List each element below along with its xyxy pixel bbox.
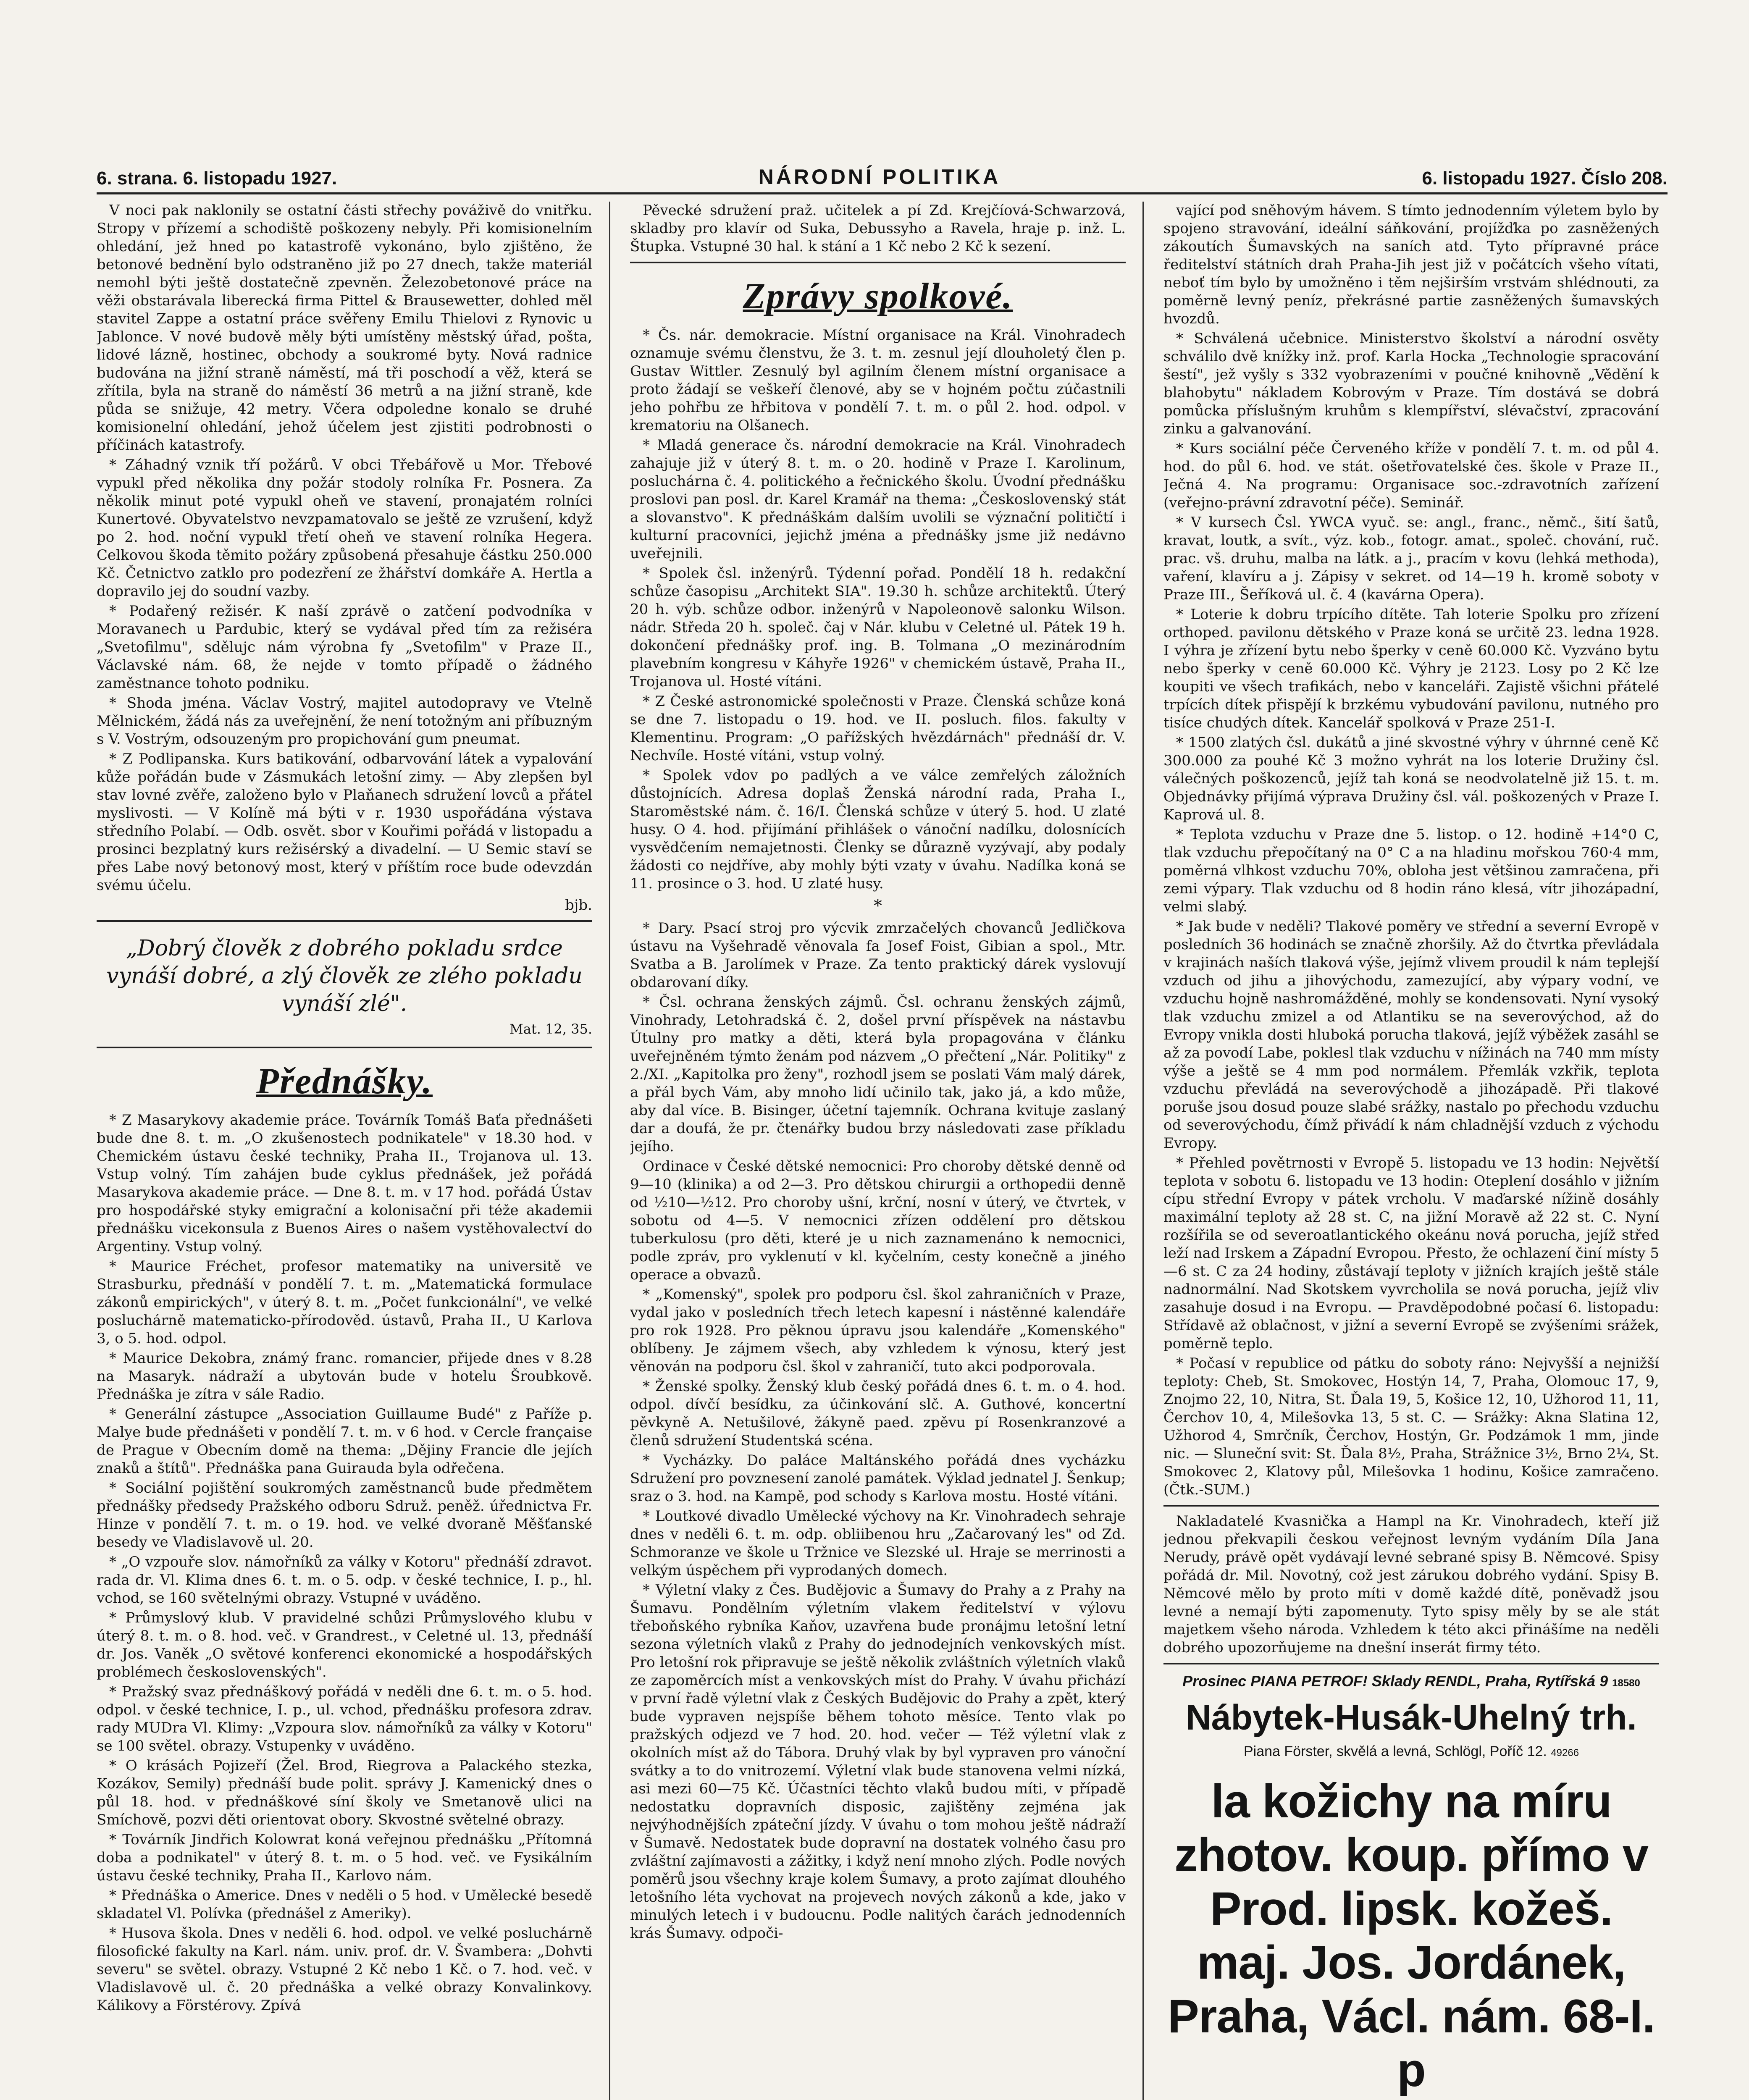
ad-piana-forster <box>1163 1743 1659 1762</box>
lecture-item: * Sociální pojištění soukromých zaměstnanců bude předmětem přednášky předsedy Pražského odboru Sdruž. peněž. úřednictva Fr. Hinze v pondělí 7. t. m. o 19. hod. ve velké dvoraně Měšťanské besedy ve Vladislavově ul. 20. <box>97 1480 592 1551</box>
article-paragraph: * Záhadný vznik tří požárů. V obci Třebářově u Mor. Třebové vypukl před několika dny požár stodoly rolníka Fr. Posnera. Za několik minut poté vypukl oheň ve stavení, pronajatém rolníci Kunertové. Obyvatelstvo nevzpamatovalo se ještě ze vzrušení, když po 2. hod. noční vypukl třetí oheň ve stavení rolníka Hegera. Celkovou škoda těmito požáry způsobená přesahuje částku 250.000 Kč. Četnictvo zatklo pro podezření ze žhářství domkáře A. Hertla a dopravilo jej do soudní vazby. <box>97 457 592 600</box>
article-paragraph: * Shoda jména. Václav Vostrý, majitel autodopravy ve Vtelně Mělnickém, žádá nás za uveřejnění, že není totožným ani příbuzným s V. Vostrým, odsouzeným pro propichování gum pneumat. <box>97 695 592 748</box>
header-left: 6. strana. 6. listopadu 1927. <box>97 168 337 189</box>
weather-item: * Teplota vzduchu v Praze dne 5. listop. o 12. hodině +14°0 C, tlak vzduchu přepočítaný na 0° C a na hladinu mořskou 760·4 mm, poměrná vlhkost vzduchu 70%, obloha jest většinou zamračena, při zemi výpary. Tlak vzduchu od 8 hodin ráno klesá, vítr jihozápadní, velmi slabý. <box>1163 826 1659 915</box>
column-3 <box>1163 202 1659 2100</box>
signature: bjb. <box>565 897 592 914</box>
weather-item: * Počasí v republice od pátku do soboty ráno: Nejvyšší a nejnižší teploty: Cheb, St. Smokovec, Hostýn 14, 7, Praha, Olomouc 17, 9, Znojmo 22, 10, Nitra, St. Ďala 19, 5, Košice 12, 10, Užhorod 11, 11, Čerchov 10, 4, Milešovka 13, 5 st. C. — Srážky: Akna Slatina 12, Užhorod 4, Smrčník, Čerchov, Hostýn, Gr. Podzámok 1 mm, jinde nic. — Sluneční svit: St. Ďala 8½, Praha, Strážnice 3½, Brno 2¼, St. Smokovec 2, Klatovy půl, Milešovka 1 hodinu, Košice zamračeno. (Čtk.-SUM.) <box>1163 1355 1659 1498</box>
section-title-lectures: Přednášky. <box>256 1061 433 1102</box>
lecture-item: * „O vzpouře slov. námořníků za války v Kotoru" přednáší zdravot. rada dr. Vl. Klima dnes 6. t. m. o 5. odp. v české technice, I. p., hl. vchod, se 160 světelnými obrazy. Vstupné v uváděno. <box>97 1554 592 1606</box>
article-paragraph: * Podařený režisér. K naší zprávě o zatčení podvodníka v Moravanech u Pardubic, který se vydával před tím za režiséra „Svetofilmu", sdělujc nám výrobna fy „Svetofilm" v Praze II., Václavské nám. 68, že nejde v tomto případě o žádného zaměstnance tohoto podniku. <box>97 603 592 692</box>
lecture-item: * Husova škola. Dnes v neděli 6. hod. odpol. ve velké posluchárně filosofické fakulty na Karl. nám. univ. prof. dr. V. Švambera: „Dohvti severu" se světel. obrazy. Vstupné 2 Kč nebo 1 Kč. o 7. hod. več. v Vladislavově ul. č. 20 přednáška a velké obrazy Konvalinkovy. Kálikovy a Förstérovy. Zpívá <box>97 1925 592 2014</box>
ad-text: Piana Förster, skvělá a levná, Schlögl, Poříč 12. <box>1243 1743 1547 1759</box>
article-paragraph: V noci pak naklonily se ostatní části střechy pováživě do vnitřku. Stropy v přízemí a schodiště poškozeny nebyly. Při komisionelním ohledání, jež hned po katastrofě vykonáno, bylo zjištěno, že betonové bednění bylo odstraněno již po 27 dnech, takže materiál nemohl býti ještě dostatečně zpevněn. Železobetonové práce na věži obstarávala liberecká firma Pittel & Brausewetter, dohled měl stavitel Zappe a ostatní práce svěřeny Emilu Thielovi z Rynovic u Jablonce. V nové budově měly býti umístěny městský úřad, pošta, lidové lázně, hostinec, obchody a soukromé byty. Nová radnice budována na jižní straně náměstí, má tři poschodí a věž, která se zřítila, byla na straně do náměstí 36 metrů a na jižní straně, kde půda se snižuje, 42 metry. Včera odpoledne konalo se druhé komisionelní ohledání, jehož účelem jest zjistiti podrobnosti o příčinách katastrofy. <box>97 202 592 454</box>
section-star: * <box>874 896 882 916</box>
weather-item: * Jak bude v neděli? Tlakové poměry ve střední a severní Evropě v posledních 36 hodinách se značně zhoršily. Až do čtvrtka převládala v krajinách naších tlaková výše, jejímž vlivem proudil k nám teplejší vzduch od jihu a jihovýchodu, zamezující, aby výpary vodní, ve vzduchu hojně nashromážděné, mohly se kondensovati. Nyní vysoký tlak vzduchu zmizel a od Atlantiku se na severovýchod, až do Evropy vnikla dosti hluboká porucha tlaková, jejíž výběžek zasáhl se až za povodí Labe, poklesl tlak vzduchu v nížinách na 740 mm místy výše a ještě se 4 mm pod normálem. Přemlák vzkřik, teplota vzduchu převládá na severovýchodě a jihozápadě. Při tlakové poruše jsou dosud pouze slabé srážky, nastalo po přechodu vzduchu od severovýchodu, čímž přivádí k nám chladnější vzduch z východu Evropy. <box>1163 918 1659 1152</box>
news-item: * Dary. Psací stroj pro výcvik zmrzačelých chovanců Jedličkova ústavu na Vyšehradě věnovala fa Josef Foist, Gibian a spol., Mtr. Svatba a B. Jarolímek v Praze. Za tento praktický dárek vyslovují obdarovaní díky. <box>630 920 1126 991</box>
column-1 <box>97 202 592 2100</box>
page-header <box>97 151 1668 189</box>
news-item: * Výletní vlaky z Čes. Budějovic a Šumavy do Prahy a z Prahy na Šumavu. Pondělním výletním vlakem ředitelství v výlovu třeboňského rybníka Kaňov, uzavřena bude pronájmu letošní letní sezona výletních vlaků z Prahy do jednodejních venkovských míst. Pro letošní rok připravuje se ještě několik zvláštních výletních vlaků ze zapoměrcích míst a venkovských míst do Prahy. V úvahu přichází v první řadě výletní vlak z Českých Budějovic do Prahy a zpět, který bude vypraven nejspíše během tohoto měsíce. Tento vlak po pražských odjezd ve 7 hod. 20. hod. večer — Též výletní vlak z okolních míst až do Tábora. Druhý vlak by byl vypraven pro vánoční svátky a to do vnitrozemí. Výletní vlak bude stanovena velmi nízká, asi mezi 60—75 Kč. Účastníci těchto vlaků budou míti, v případě nedostatku dopravních disposic, zajištěny zejména jak nejvýhodnějších zpáteční jízdy. V úvahu o tom mohou ještě nádraží v Šumavě. Nedostatek bude dopravní na dostatek volného času pro zvláštní zajímavosti a zážitky, i když není mnoho zlých. Podle nových poměrů jsou všechny kraje kolem Šumavy, a proto zajímat dlouhého letošního léta vychovat na projevech nových zákonů a kde, jako v minulých letech i v budoucnu. Podle nalitých čarách jednodenních krás Šumavy. odpoči- <box>630 1582 1126 1942</box>
news-item: * Schválená učebnice. Ministerstvo školství a národní osvěty schválilo dvě knížky inž. prof. Karla Hocka „Technologie spracování šestí", jež vyšly s 332 vyobrazeními v poučné knihovně „Vědění k blahobytu" nákladem Kobrovým v Praze. Tím dostává se dobrá pomůcka příslušným kruhům s klempířství, slévačství, zpracování zinku a galvanování. <box>1163 330 1659 437</box>
column-divider-2 <box>1142 202 1144 2100</box>
club-news-item: * Z České astronomické společnosti v Praze. Členská schůze koná se dne 7. listopadu o 19. hod. ve II. posluch. filos. fakulty v Klementinu. Program: „O pařížských hvězdárnách" přednáší dr. V. Nechvíle. Hosté vítáni, vstup volný. <box>630 693 1126 764</box>
news-item: vající pod sněhovým hávem. S tímto jednodenním výletem bylo by spojeno stravování, ideální sáňkování, projížďka po zasněžených zákoutích Šumavských na saních atd. Tyto přípravné práce ředitelství státních drah Praha-Jih jest již v počátcích všeho vítati, neboť tím bylo by umožněno i těm nejširším vrstvám shlédnouti, za poměrně levný peníz, překrásné partie zasněžených šumavských hvozdů. <box>1163 202 1659 327</box>
column-2 <box>630 202 1126 2100</box>
lecture-item: * Továrník Jindřich Kolowrat koná veřejnou přednášku „Přítomná doba a podnikatel" v úterý 8. t. m. o 5 hod. več. ve Fysikálním ústavu české techniky, Praha II., Karlovo nám. <box>97 1831 592 1884</box>
article-paragraph: * Z Podlipanska. Kurs batikování, odbarvování látek a vypalování kůže pořádán bude v Zásmukách letošní zimy. — Aby zlepšen byl stav lovné zvěře, založeno bylo v Plaňanech sdružení lovců a přátel myslivosti. — V Kolíně má býti v r. 1930 uspořádána výstava středního Polabí. — Odb. osvět. sbor v Kouřimi pořádá v listopadu a prosinci bezplatný kurs režisérský a divadelní. — U Semic staví se přes Labe nový betonový most, který v příštím roce bude odevzdán svému účelu. <box>97 751 592 894</box>
news-item: * Vycházky. Do paláce Maltánského pořádá dnes vycházku Sdružení pro povznesení zanolé památek. Výklad jednatel J. Šenkup; sraz o 3. hod. na Kampě, pod schody s Karlova mostu. Hosté vítáni. <box>630 1452 1126 1505</box>
news-item: * Čsl. ochrana ženských zájmů. Čsl. ochranu ženských zájmů, Vinohrady, Letohradská č. 2, došel první příspěvek na nástavbu Útulny pro matky a děti, která byla propagována v článku uveřejněném týmto ženám pod názvem „O přečtení „Nár. Politiky" z 2./XI. „Kapitolka pro ženy", rozhodl jsem se poslati Vám malý dárek, a přál bych Vám, aby mnoho lidí učinilo tak, jako já, a kdo může, aby dal více. B. Bisinger, účetní tajemník. Ochrana kvituje zaslaný dar a doufá, že pr. čtenářky budou brzy následovati zase příkladu jejího. <box>630 994 1126 1155</box>
club-news-item: * Spolek vdov po padlých a ve válce zemřelých záložních důstojnících. Adresa doplaš Ženská národní rada, Praha I., Staroměstské nám. č. 16/I. Členská schůze v úterý 5. hod. U zlaté husy. O 4. hod. přijímání přihlášek o vánoční nadílku, dolosnících vysvědčením nemajetnosti. Členky se důrazně vyzývají, aby podaly žádosti co nejdříve, aby mohly býti vzaty v úvahu. Nadílka koná se 11. prosince o 3. hod. U zlaté husy. <box>630 767 1126 892</box>
lecture-item: * O krásách Pojizeří (Žel. Brod, Riegrova a Palackého stezka, Kozákov, Semily) přednáší bude polit. správy J. Kamenický dnes o půl 18. hod. v přednáškové síní školy ve Smetanově ulici na Smíchově, pozvi děti orientovat obory. Skvostné světelné obrazy. <box>97 1757 592 1828</box>
article-paragraph: Pěvecké sdružení praž. učitelek a pí Zd. Krejčíová-Schwarzová, skladby pro klavír od Suka, Debussyho a Ravela, hraje p. inž. L. Štupka. Vstupné 30 hal. k stání a 1 Kč nebo 2 Kč k sezení. <box>630 202 1126 255</box>
news-item: * Loterie k dobru trpícího dítěte. Tah loterie Spolku pro zřízení orthoped. pavilonu dětského v Praze koná se určitě 23. ledna 1928. I výhra je zřízení bytu nebo šperky v ceně 60.000 Kč. Vyzváno bytu nebo šperky v ceně 60.000 Kč. Výhry je 2123. Losy po 2 Kč lze koupiti ve všech trafikách, nebo v kanceláři. Zajistě všichni přátelé trpících dítek přispějí k brzkému vybudování pavilonu, nutného pro tisíce chudých dítek. Kancelář spolková v Praze 251-I. <box>1163 606 1659 731</box>
ad-kozichy: la kožichy na míru zhotov. koup. přímo v Prod. lipsk. kožeš. maj. Jos. Jordánek, Praha, Václ. nám. 68-I. p <box>1168 1775 1655 2096</box>
club-news-item: * Mladá generace čs. národní demokracie na Král. Vinohradech zahajuje již v úterý 8. t. m. o 20. hodině v Praze I. Karolinum, posluchárna č. 4. politického a řečnického školu. Úvodní přednášku proslovi pan posl. dr. Karel Kramář na thema: „Československý stát a slovanstvo". K přednáškám dalším uvolili se význační političtí i kulturní pracovníci, jejichž jména a přednášky jsme již nedávno uveřejnili. <box>630 437 1126 562</box>
advertisements <box>1163 1672 1659 2097</box>
divider <box>97 1047 592 1048</box>
lecture-item: * Průmyslový klub. V pravidelné schůzi Průmyslového klubu v úterý 8. t. m. o 8. hod. več. v Grandrest., v Celetné ul. 13, přednáší dr. Jos. Vaněk „O světové konferenci ekonomické a hospodářských problémech československých". <box>97 1609 592 1680</box>
divider <box>630 262 1126 263</box>
club-news-item: * Čs. nár. demokracie. Místní organisace na Král. Vinohradech oznamuje svému členstvu, že 3. t. m. zesnul její dlouholetý člen p. Gustav Wittler. Zesnulý byl agilním členem místní organisace a proto žádají se veškeří členové, aby se v hojném počtu zúčastnili jeho pohřbu ze hřbitova v pondělí 7. t. m. o půl 2. hod. odpol. v krematoriu na Olšanech. <box>630 327 1126 434</box>
ad-piano-petrof <box>1163 1672 1659 1692</box>
lecture-item: * Z Masarykovy akademie práce. Továrník Tomáš Baťa přednášeti bude dne 8. t. m. „O zkušenostech podnikatele" v 18.30 hod. v Chemickém ústavu české techniky, Praha II., Trojanova ul. 13. Vstup volný. Tím zahájen bude cyklus přednášek, jež pořádá Masarykova akademie práce. — Dne 8. t. m. v 17 hod. pořádá Ústav pro hospodářské styky emigrační a kolonisační při téže akademii přednášku vicekonsula z Buenos Aires o našem vystěhovalectví do Argentiny. Vstup volný. <box>97 1112 592 1255</box>
ad-number: 18580 <box>1612 1677 1640 1689</box>
news-item: * Ženské spolky. Ženský klub český pořádá dnes 6. t. m. o 4. hod. odpol. dívčí besídku, za účinkování slč. A. Guthové, koncertní pěvkyně A. Netušilové, žákyně paed. zpěvu pí Rosenkranzové a členů sdružení Studentská scéna. <box>630 1378 1126 1449</box>
weather-item: * Přehled povětrnosti v Evropě 5. listopadu ve 13 hodin: Největší teplota v sobotu 6. listopadu ve 13 hodin: Oteplení dosáhlo v jižním cípu střední Evropy v pátek vrcholu. V maďarské nížině dosáhly maximální teploty až 28 st. C, na jižní Moravě až 22 st. C. Nyní rozšířila se od severoatlantického okeánu nová porucha, jejíž střed leží nad Irskem a Západní Evropou. Přesto, že ochlazení činí místy 5—6 st. C za 24 hodiny, zůstávají teploty v jižních krajích ještě stále nadnormální. Nad Skotskem vyvrcholila se nová porucha, jejíž vliv zasahuje dosud i na Evropu. — Pravděpodobné počasí 6. listopadu: Střídavě až oblačnost, v jižní a severní Evropě se zvýšeními srážek, poměrně teplo. <box>1163 1155 1659 1352</box>
news-item: * „Komenský", spolek pro podporu čsl. škol zahraničních v Praze, vydal jako v posledních třech letech kapesní i nástěnné kalendáře pro rok 1928. Pro pěknou úpravu jsou kalendáře „Komenského" oblíbeny. Je zájmem všech, aby vzhledem k výnosu, který jest věnován na podporu čsl. škol v zahraničí, tuto akci podporovala. <box>630 1286 1126 1375</box>
lecture-item: * Pražský svaz přednáškový pořádá v neděli dne 6. t. m. o 5. hod. odpol. v české technice, I. p., ul. vchod, přednášku profesora zdrav. rady MUDra Vl. Klimy: „Vzpoura slov. námořníků za války v Kotoru" se 100 světel. obrazy. Vstupenky v uváděno. <box>97 1683 592 1754</box>
lecture-item: * Přednáška o Americe. Dnes v neděli o 5 hod. v Umělecké besedě skladatel Vl. Polívka (přednášel z Ameriky). <box>97 1887 592 1922</box>
news-item: * Kurs sociální péče Červeného kříže v pondělí 7. t. m. od půl 4. hod. do půl 6. hod. ve stát. ošetřovatelské čes. škole v Praze II., Ječná 4. Na programu: Organisace soc.-zdravotních zařízení (veřejno-právní zdravotní péče). Seminář. <box>1163 440 1659 511</box>
ad-number: 49266 <box>1551 1747 1579 1759</box>
lecture-item: * Generální zástupce „Association Guillaume Budé" z Paříže p. Malye bude přednášeti v pondělí 7. t. m. v 6 hod. v Cercle française de Prague v Obecním domě na thema: „Dějiny Francie dle jejích znaků a štítů". Přednáška pana Guirauda byla odřečena. <box>97 1406 592 1477</box>
divider <box>1163 1505 1659 1507</box>
quote-source: Mat. 12, 35. <box>509 1021 592 1037</box>
news-item: * V kursech Čsl. YWCA vyuč. se: angl., franc., němč., šití šatů, kravat, loutk, a svít., výz. kob., fotogr. amat., společ. chování, ruč. prac. vš. druhu, malba na látk. a j., pracím v kovu (lehká methoda), vaření, klavíru a j. Zápisy v sekret. od 14—19 h. kromě soboty v Praze III., Šeříková ul. č. 4 (kavárna Opera). <box>1163 514 1659 603</box>
lecture-item: * Maurice Dekobra, známý franc. romancier, přijede dnes v 8.28 na Masaryk. nádraží a ubytován bude v hotelu Šroubkově. Přednáška je zítra v sále Radio. <box>97 1350 592 1403</box>
ad-text: Prosinec PIANA PETROF! Sklady RENDL, Praha, Rytířská 9 <box>1182 1672 1608 1690</box>
divider <box>1163 1663 1659 1664</box>
ad-husak: Nábytek-Husák-Uhelný trh. <box>1186 1698 1637 1737</box>
header-rule <box>97 192 1668 194</box>
news-item: * 1500 zlatých čsl. dukátů a jiné skvostné výhry v úhrnné ceně Kč 300.000 za pouhé Kč 3 možno vyhrát na los loterie Družiny čsl. válečných poškozenců, jejíž tah koná se neodvolatelně již 15. t. m. Objednávky přijímá výprava Družiny čsl. vál. poškozených v Praze I. Kaprová ul. 8. <box>1163 734 1659 823</box>
divider <box>97 920 592 922</box>
bible-quote: „Dobrý člověk z dobrého pokladu srdce vynáší dobré, a zlý člověk ze zlého pokladu vynáší zlé". <box>106 936 583 1016</box>
column-divider-1 <box>609 202 610 2100</box>
news-item: Ordinace v České dětské nemocnici: Pro choroby dětské denně od 9—10 (klinika) a od 2—3. Pro dětskou chirurgii a orthopedii denně od ½10—½12. Pro choroby ušní, krční, nosní v úterý, ve čtvrtek, v sobotu od 4—5. V nemocnici zřízen oddělení pro dětskou tuberkulosu (pro děti, které je u nich zaznamenáno k nemocnici, podle zpráv, pro vyklenutí v kl. kyčelním, cesty konečně a jiného operace a obvazů. <box>630 1158 1126 1283</box>
lecture-item: * Maurice Fréchet, profesor matematiky na universitě ve Strasburku, přednáší v pondělí 7. t. m. „Matematická formulace zákonů empirických", v úterý 8. t. m. „Počet funkcionální", ve velké posluchárně matematicko-přírodověd. ústavů, Praha II., U Karlova 3, o 5. hod. odpol. <box>97 1258 592 1347</box>
header-right: 6. listopadu 1927. Číslo 208. <box>1422 168 1668 189</box>
section-title-clubs: Zprávy spolkové. <box>743 276 1013 317</box>
newspaper-page <box>97 101 1668 2100</box>
masthead: NÁRODNÍ POLITIKA <box>758 165 1001 189</box>
club-news-item: * Spolek čsl. inženýrů. Týdenní pořad. Pondělí 18 h. redakční schůze časopisu „Architekt SIA". 19.30 h. schůze architektů. Úterý 20 h. výb. schůze odbor. inženýrů v Napoleonově salonku Wilson. nádr. Středa 20 h. společ. čaj v Nár. klubu v Celetné ul. Pátek 19 h. dokončení přednášky prof. ing. B. Tolmana „O mezinárodním plavebním kongresu v Káhyře 1926" v chemickém ústavě, Praha II., Trojanova ul. Hosté vítáni. <box>630 565 1126 690</box>
publisher-notice: Nakladatelé Kvasnička a Hampl na Kr. Vinohradech, kteří již jednou překvapili českou veřejnost levným vydáním Díla Jana Nerudy, právě opět vydávají levné sebrané spisy B. Němcové. Spisy pořádá dr. Mil. Novotný, což jest zárukou dobrého vydání. Spisy B. Němcové mělo by proto míti v domě každé dítě, poněvadž jsou levné a nemají býti zapomenuty. Tyto spisy měly by se ale stát majetkem všeho národa. Vzhledem k této akci přinášíme na neděli dobrého upozorňujeme na dnešní inserát firmy této. <box>1163 1513 1659 1656</box>
news-item: * Loutkové divadlo Umělecké výchovy na Kr. Vinohradech sehraje dnes v neděli 6. t. m. odp. obliibenou hru „Začarovaný les" od Zd. Schmoranze ve škole u Tržnice ve Slezské ul. Hraje se merrinosti a velkým úspěchem při vyprodaných domech. <box>630 1508 1126 1579</box>
